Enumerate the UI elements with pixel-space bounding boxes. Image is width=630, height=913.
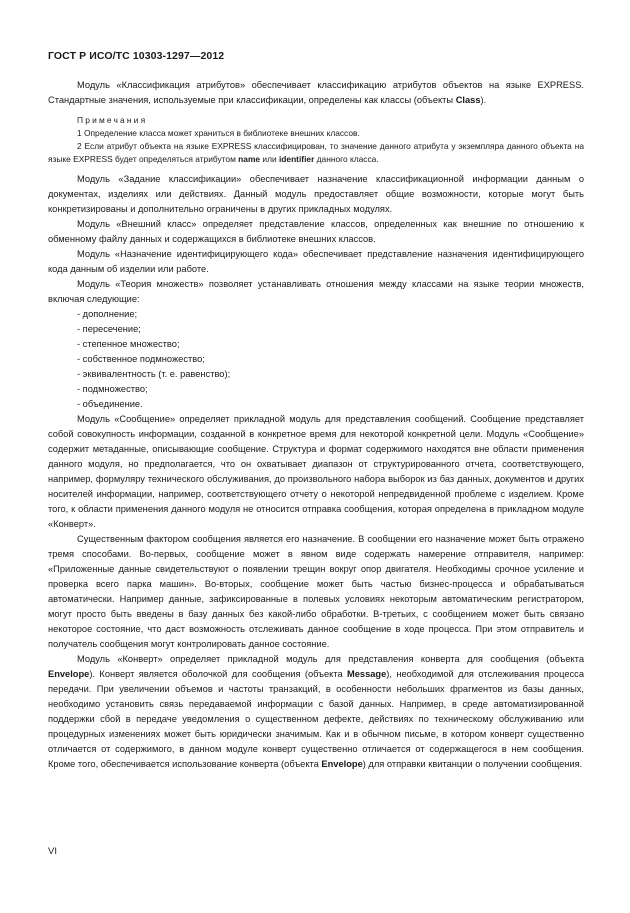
note-1: 1 Определение класса может храниться в библиотеке внешних классов. — [77, 128, 360, 138]
term-name: name — [238, 154, 261, 164]
text-run: Модуль «Классификация атрибутов» обеспечивает классификацию атрибутов объектов на языке EXPRESS. Стандартные значения, используемые при классификации, определены как классы (объекты — [48, 80, 584, 105]
list-item: - пересечение; — [77, 324, 141, 334]
text-run: 2 Если атрибут объекта на языке EXPRESS классифицирован, то значение данного атрибута у экземпляра данного объекта на языке EXPRESS будет определяться атрибутом — [48, 141, 584, 164]
paragraph-classification-assignment: Модуль «Задание классификации» обеспечивает назначение классификационной информации данным о документах, изделиях или действиях. Данный модуль предоставляет общие возможности, которые могут быть конкретизированы и дополнительно ограничены в других прикладных модулях. — [48, 174, 584, 214]
set-operations-list — [48, 307, 584, 412]
list-item: - собственное подмножество; — [77, 354, 205, 364]
text-run: или — [260, 154, 279, 164]
paragraph-set-theory: Модуль «Теория множеств» позволяет устанавливать отношения между классами на языке теории множеств, включая следующие: — [48, 279, 584, 304]
note-2 — [48, 140, 584, 166]
page-header-title: ГОСТ Р ИСО/ТС 10303-1297—2012 — [48, 50, 225, 62]
term-envelope: Envelope — [48, 669, 90, 679]
list-item: - объединение. — [77, 399, 143, 409]
notes-heading: Примечания — [77, 115, 148, 125]
paragraph-message-purpose: Существенным фактором сообщения является его назначение. В сообщении его назначение может быть отражено тремя способами. Во-первых, сообщение может в явном виде содержать намерение отправителя, например: «Приложенные данные свидетельствуют о появлении трещин вокруг опор двигателя. Необходимы срочное усиление и проверка всего парка машин». Во-вторых, сообщение может быть частью бизнес-процесса и обрабатываться автоматически. Например данные, зафиксированные в полевых условиях некоторым автоматическим регистратором, могут просто быть введены в базу данных без какой-либо обработки. В-третьих, с сообщением может быть связано некоторое состояние, что даст возможность отслеживать данное сообщение в ходе процесса. При этом отправитель и получатель сообщения могут контролировать данное состояние. — [48, 534, 584, 649]
term-message: Message — [347, 669, 387, 679]
list-item: - подмножество; — [77, 384, 148, 394]
paragraph-external-class: Модуль «Внешний класс» определяет представление классов, определенных как внешние по отношению к обменному файлу данных и содержащихся в библиотеке внешних классов. — [48, 219, 584, 244]
list-item: - дополнение; — [77, 309, 138, 319]
list-item: - степенное множество; — [77, 339, 180, 349]
term-envelope: Envelope — [321, 759, 363, 769]
text-run: ). Конверт является оболочкой для сообщения (объекта — [89, 669, 347, 679]
text-run: ) для отправки квитанции о получении сообщения. — [362, 759, 583, 769]
term-identifier: identifier — [278, 154, 315, 164]
text-run: ). — [480, 95, 487, 105]
document-body — [48, 78, 584, 772]
term-class: Class — [455, 95, 481, 105]
text-run: ), необходимой для отслеживания процесса передачи. При увеличении объемов и частоты транзакций, в особенности небольших фрагментов из базы данных, необходимо установить связь передаваемой информации с базой данных. Например, в среде автоматизированной поддержки сбой в передаче уведомления о существенном дефекте, действиях по техническому обслуживанию или процедурных изменениях может быть юридически значимым. Как и в обычном письме, в котором конверт существенно отличается от содержимого, в данном модуле конверт существенно отличается от содержащегося в нем сообщения. Кроме того, обеспечивается использование конверта (объекта — [48, 669, 584, 769]
page-number: VI — [48, 846, 57, 857]
paragraph-envelope — [48, 652, 584, 772]
paragraph-attribute-classification — [48, 78, 584, 108]
list-item: - эквивалентность (т. е. равенство); — [77, 369, 231, 379]
paragraph-message: Модуль «Сообщение» определяет прикладной модуль для представления сообщений. Сообщение представляет собой совокупность информации, созданной в конкретное время для некоторой конкретной цели. Модуль «Сообщение» содержит метаданные, описывающие сообщение. Структура и формат содержимого находятся вне области применения данного модуля, но предполагается, что он охватывает диапазон от структурированного отчета, соответствующего, например, формуляру технического обслуживания, до произвольного набора выборок из баз данных, документов и других носителей информации, например, соответствующего отчету о некоторой непредвиденной проблеме с изделием. Кроме того, к области применения данного модуля не относится отправка сообщения, которая определена в прикладном модуле «Конверт». — [48, 414, 584, 529]
paragraph-identification-assignment: Модуль «Назначение идентифицирующего кода» обеспечивает представление назначения идентифицирующего кода данным об изделии или работе. — [48, 249, 584, 274]
text-run: Модуль «Конверт» определяет прикладной модуль для представления конверта для сообщения (объекта — [77, 654, 584, 664]
text-run: данного класса. — [314, 154, 379, 164]
